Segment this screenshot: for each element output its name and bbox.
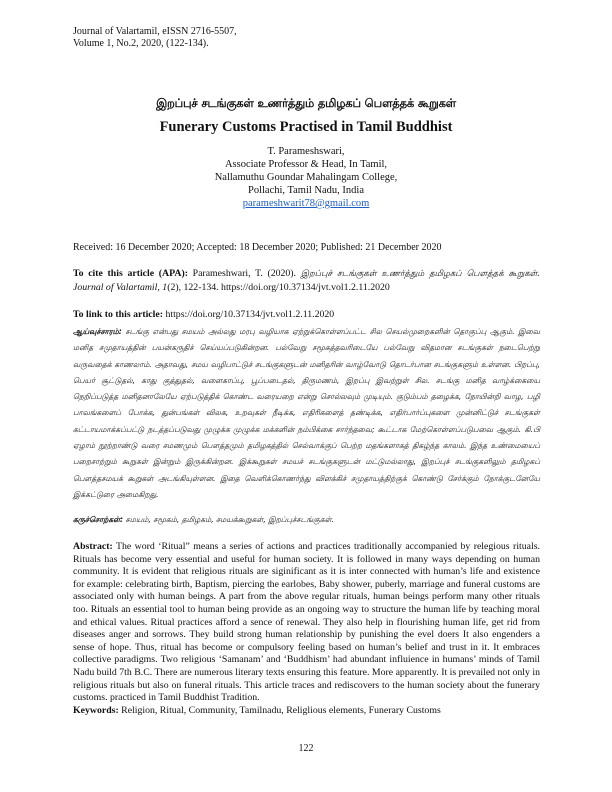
tamil-keywords (73, 515, 540, 525)
citation-tamil-title: இறப்புச் சடங்குகள் உணர்த்தும் தமிழகப் பௌத்தக் கூறுகள். (300, 269, 540, 279)
keywords (73, 705, 540, 718)
tamil-abstract (73, 324, 540, 503)
tamil-abstract-text: சடங்கு என்பது சமயம் அல்லது மரபு வழியாக ஏற்றுக்கொள்ளப்பட்ட சில செயல்முறைகளின் தொகுப்பு ஆகும். இவை மனித சமுதாயத்தின் பயன்கருதிச் செய்யப்படுகின்றன. பல்வேறு சமூகத்தவரிடையே பல்வேறு விதமான சடங்குகள் நடைபெற்று வருவதைக் காணலாம். அதாவது, சமய வழிபாட்டுச் சடங்குகளுடன் மனிதரின் வாழ்வோடு தொடர்பான சடங்குகளும் உள்ளன. பிறப்பு, பெயர் சூட்டுதல், காது குத்துதல், வளைகாப்பு, பூப்படைதல், திருமணம், இறப்பு இவற்றுள் சில. சடங்கு மனித வாழ்க்கையை நெறிப்படுத்த மனிதனாலேயே ஏற்படுத்திக் கொண்ட வரையறை என்று சொல்லவும் முடியும். குடும்பம் தழைக்க, நோயின்றி வாழ, பழி பாவங்களைப் போக்க, துன்பங்கள் விலக, உறவுகள் நீடிக்க, எதிரிகளைத் தண்டிக்க, எதிர்பார்ப்புகளை முன்னிட்டுச் சடங்குகள் கட்டாயமாக்கப்பட்டு நடத்தப்படுவது முழுக்க முழுக்க மக்களின் நம்பிக்கை சார்ந்தவை; கூட்டாக மேற்கொள்ளப்படுபவை ஆகும். கி.பி ஏழாம் நூற்றாண்டு வரை சமணமும் பௌத்தமும் தமிழகத்தில் செல்வாக்குப் பெற்ற மதங்களாகத் திகழ்ந்த காலம். இந்த உண்மையைப் பறைசாற்றும் கூறுகள் இன்றும் இருக்கின்றன. இக்கூறுகள் சமயச் சடங்குகளுடன் மட்டுமல்லாது, இறப்புச் சடங்குகளிலும் தமிழகப் பௌத்தசமயக் கூறுகள் அடங்கியுள்ளன. இதை வெளிக்கொணர்ந்து விளக்கிச் சமுதாயத்திற்குக் கொண்டு சேர்க்கும் நோக்குடனேயே இக்கட்டுரை அமைகிறது. (73, 327, 540, 499)
tamil-title: இறப்புச் சடங்குகள் உணர்த்தும் தமிழகப் பௌத்தக் கூறுகள் (156, 96, 456, 110)
citation-author: Parameshwari, T. (2020). (187, 268, 301, 279)
author-block (0, 145, 612, 210)
citation-pages-doi: (2), 122-134. https://doi.org/10.37134/jvt.vol1.2.11.2020 (167, 282, 390, 293)
tamil-keywords-text: சமயம், சமூகம், தமிழகம், சமயக்கூறுகள், இறப்புச்சடங்குகள். (123, 515, 334, 524)
page-number: 122 (298, 743, 314, 754)
citation-separator: , (157, 282, 163, 293)
article-link-label: To link to this article: (73, 309, 163, 320)
tamil-keywords-label: கருச்சொற்கள்: (73, 515, 124, 524)
abstract-label: Abstract: (73, 541, 113, 552)
english-title: Funerary Customs Practised in Tamil Buddhist (159, 119, 453, 135)
article-link-url[interactable]: https://doi.org/10.37134/jvt.vol1.2.11.2020 (163, 309, 335, 320)
article-link (73, 309, 334, 320)
author-name: T. Parameshswari, (267, 146, 345, 157)
publication-dates: Received: 16 December 2020; Accepted: 18 December 2020; Published: 21 December 2020 (73, 242, 442, 253)
citation (73, 267, 540, 294)
author-institution: Nallamuthu Goundar Mahalingam College, (214, 172, 398, 183)
keywords-label: Keywords: (73, 704, 119, 716)
abstract-text: The word ‘Ritual” means a series of actions and practices traditionally accompanied by relegious rituals. Rituals has become very essential and useful for human society. It is followed in many ways depending on human community. It is evident that religious rituals are siginificant as it is inter connected with human’s life and existence for example: celebrating birth, Baptism, piercing the earlobes, Baby shower, puberly, marriage and funeral customs are associated only with human beings. A part from the above regular rituals, human beings perform many other rituals too. Rituals an essential tool to human being provide as an ongoing way to structure the human life by teaching moral and ethical values. Ritual practices afford a sence of renewal. They also help in flourishing human life, get rid from diseases anger and sorrows. They build strong human relationship by punishing the evel doers It also engenders a sense of hope. Thus, ritual has become or compulsory feeling based on human’s belief and trust in it. It embraces collective paradigms. Two religious ‘Samanam’ and ‘Buddhism’ had abundant influience in humans’ minds of Tamil Nadu build 7th B.C. There are numerous literary texts ensuring this feature. More apparently. It is prevailed not only in religious rituals but also on funeral rituals. This article traces and rediscovers to the human society about the funerary customs. practiced in Tamil Buddhist Tradition. (73, 541, 540, 704)
journal-line-2: Volume 1, No.2, 2020, (122-134). (73, 38, 209, 49)
author-location: Pollachi, Tamil Nadu, India (247, 185, 364, 196)
tamil-abstract-label: ஆய்வுச்சாரம்: (73, 327, 122, 336)
citation-volume: 1 (162, 282, 168, 293)
citation-label: To cite this article (APA): (73, 268, 188, 279)
english-abstract (73, 541, 540, 717)
abstract-paragraph (73, 541, 540, 705)
author-position: Associate Professor & Head, In Tamil, (224, 159, 388, 170)
author-email-link[interactable]: parameshwarit78@gmail.com (242, 198, 370, 209)
journal-header (73, 26, 237, 50)
keywords-text: Religion, Ritual, Community, Tamilnadu, Religlious elements, Funerary Customs (118, 704, 441, 716)
journal-line-1: Journal of Valartamil, eISSN 2716-5507, (73, 26, 237, 37)
citation-journal: Journal of Valartamil (73, 282, 158, 293)
